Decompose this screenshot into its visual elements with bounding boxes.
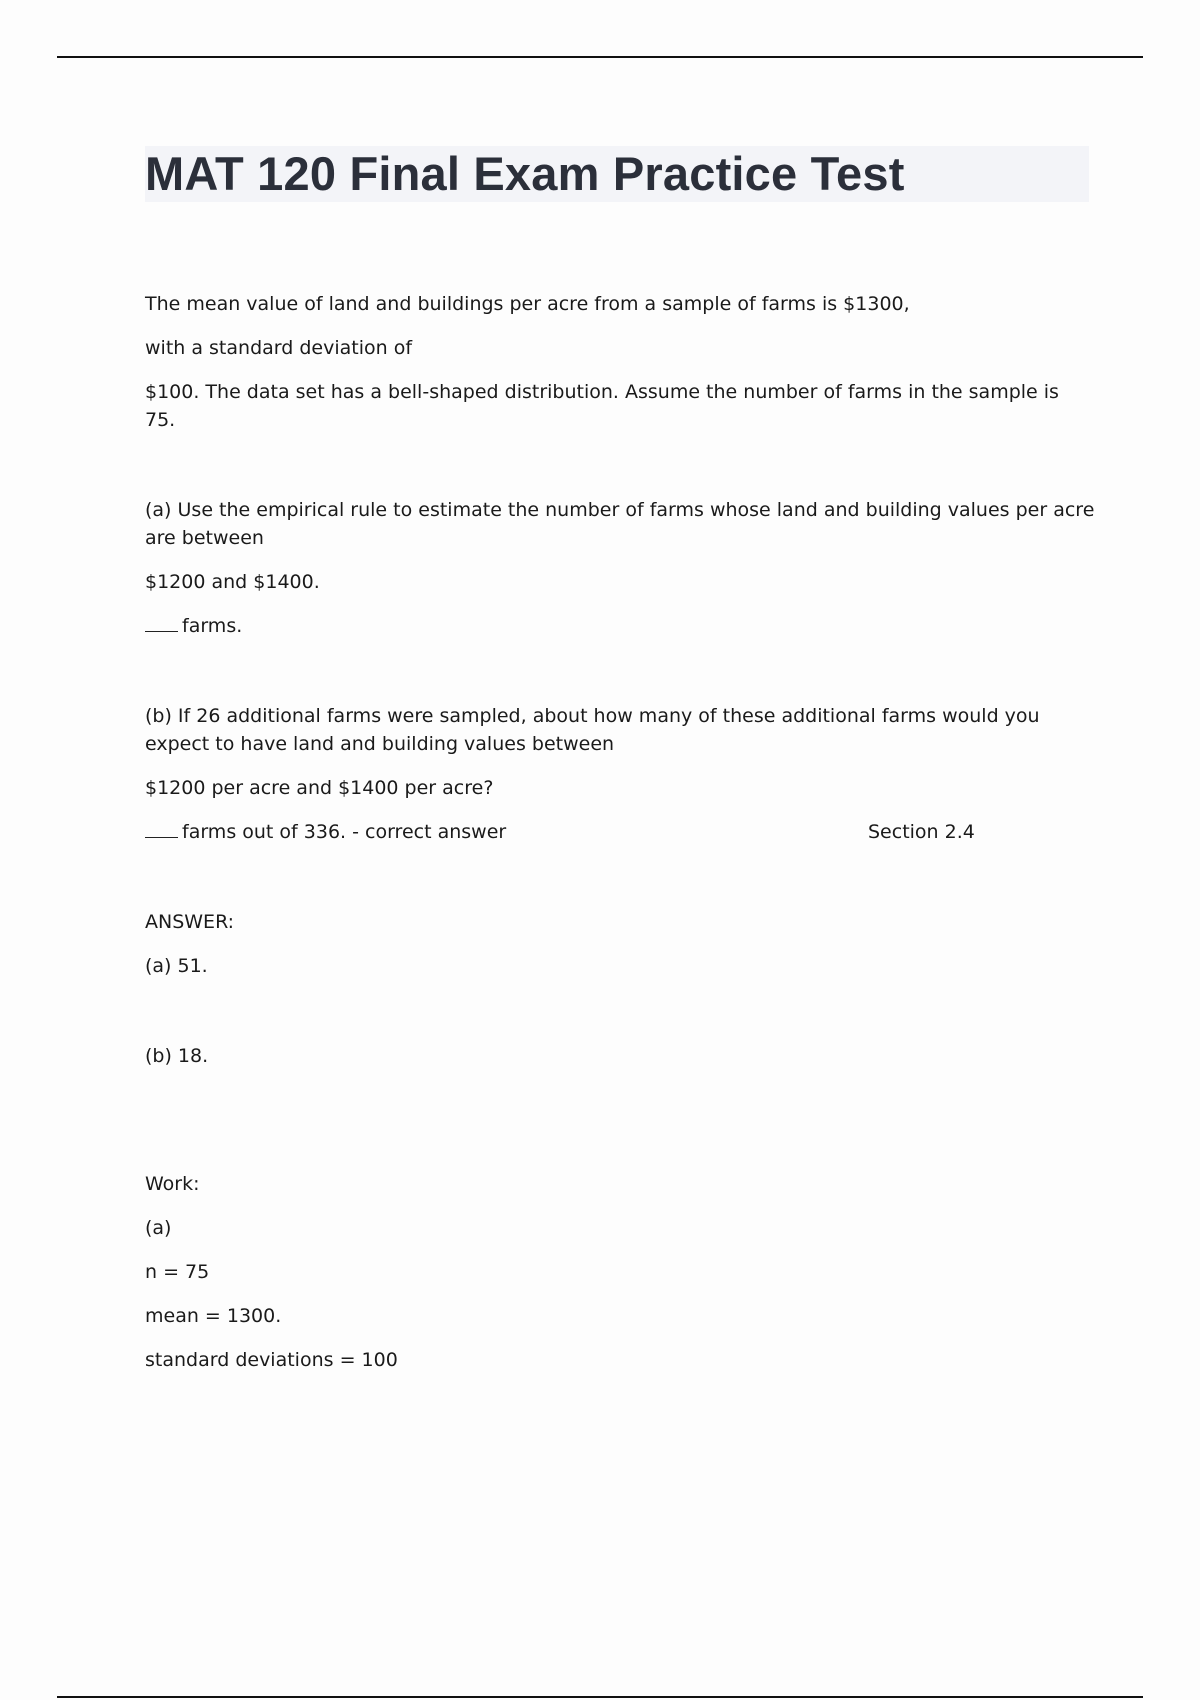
intro-line-3: $100. The data set has a bell-shaped distribution. Assume the number of farms in the sample is 75. [145,381,1059,431]
part-b-question: (b) If 26 additional farms were sampled, about how many of these additional farms would you expect to have land and building values between [145,705,1040,755]
answer-a: (a) 51. [145,955,208,977]
part-b-answer-line [145,818,1095,846]
answer-heading: ANSWER: [145,911,235,933]
part-b-range: $1200 per acre and $1400 per acre? [145,777,494,799]
bottom-rule [57,1696,1143,1698]
part-a-answer-suffix: farms. [182,615,243,637]
part-b-answer-suffix: farms out of 336. - correct answer [182,821,507,843]
intro-line-1: The mean value of land and buildings per acre from a sample of farms is $1300, [145,293,910,315]
work-mean: mean = 1300. [145,1305,282,1327]
work-heading: Work: [145,1173,200,1195]
part-a-answer-line [145,612,1095,640]
answer-blank [145,819,178,838]
answer-blank [145,613,178,632]
page-title: MAT 120 Final Exam Practice Test [145,147,905,200]
work-n: n = 75 [145,1261,210,1283]
title-banner [145,146,1089,202]
work-sd: standard deviations = 100 [145,1349,398,1371]
work-part-a: (a) [145,1217,172,1239]
section-reference: Section 2.4 [868,821,975,843]
part-a-question: (a) Use the empirical rule to estimate the number of farms whose land and building values per acre are between [145,499,1095,549]
intro-line-2: with a standard deviation of [145,337,413,359]
document-body [145,290,1095,1374]
answer-b: (b) 18. [145,1045,209,1067]
part-a-range: $1200 and $1400. [145,571,320,593]
top-rule [57,56,1143,58]
